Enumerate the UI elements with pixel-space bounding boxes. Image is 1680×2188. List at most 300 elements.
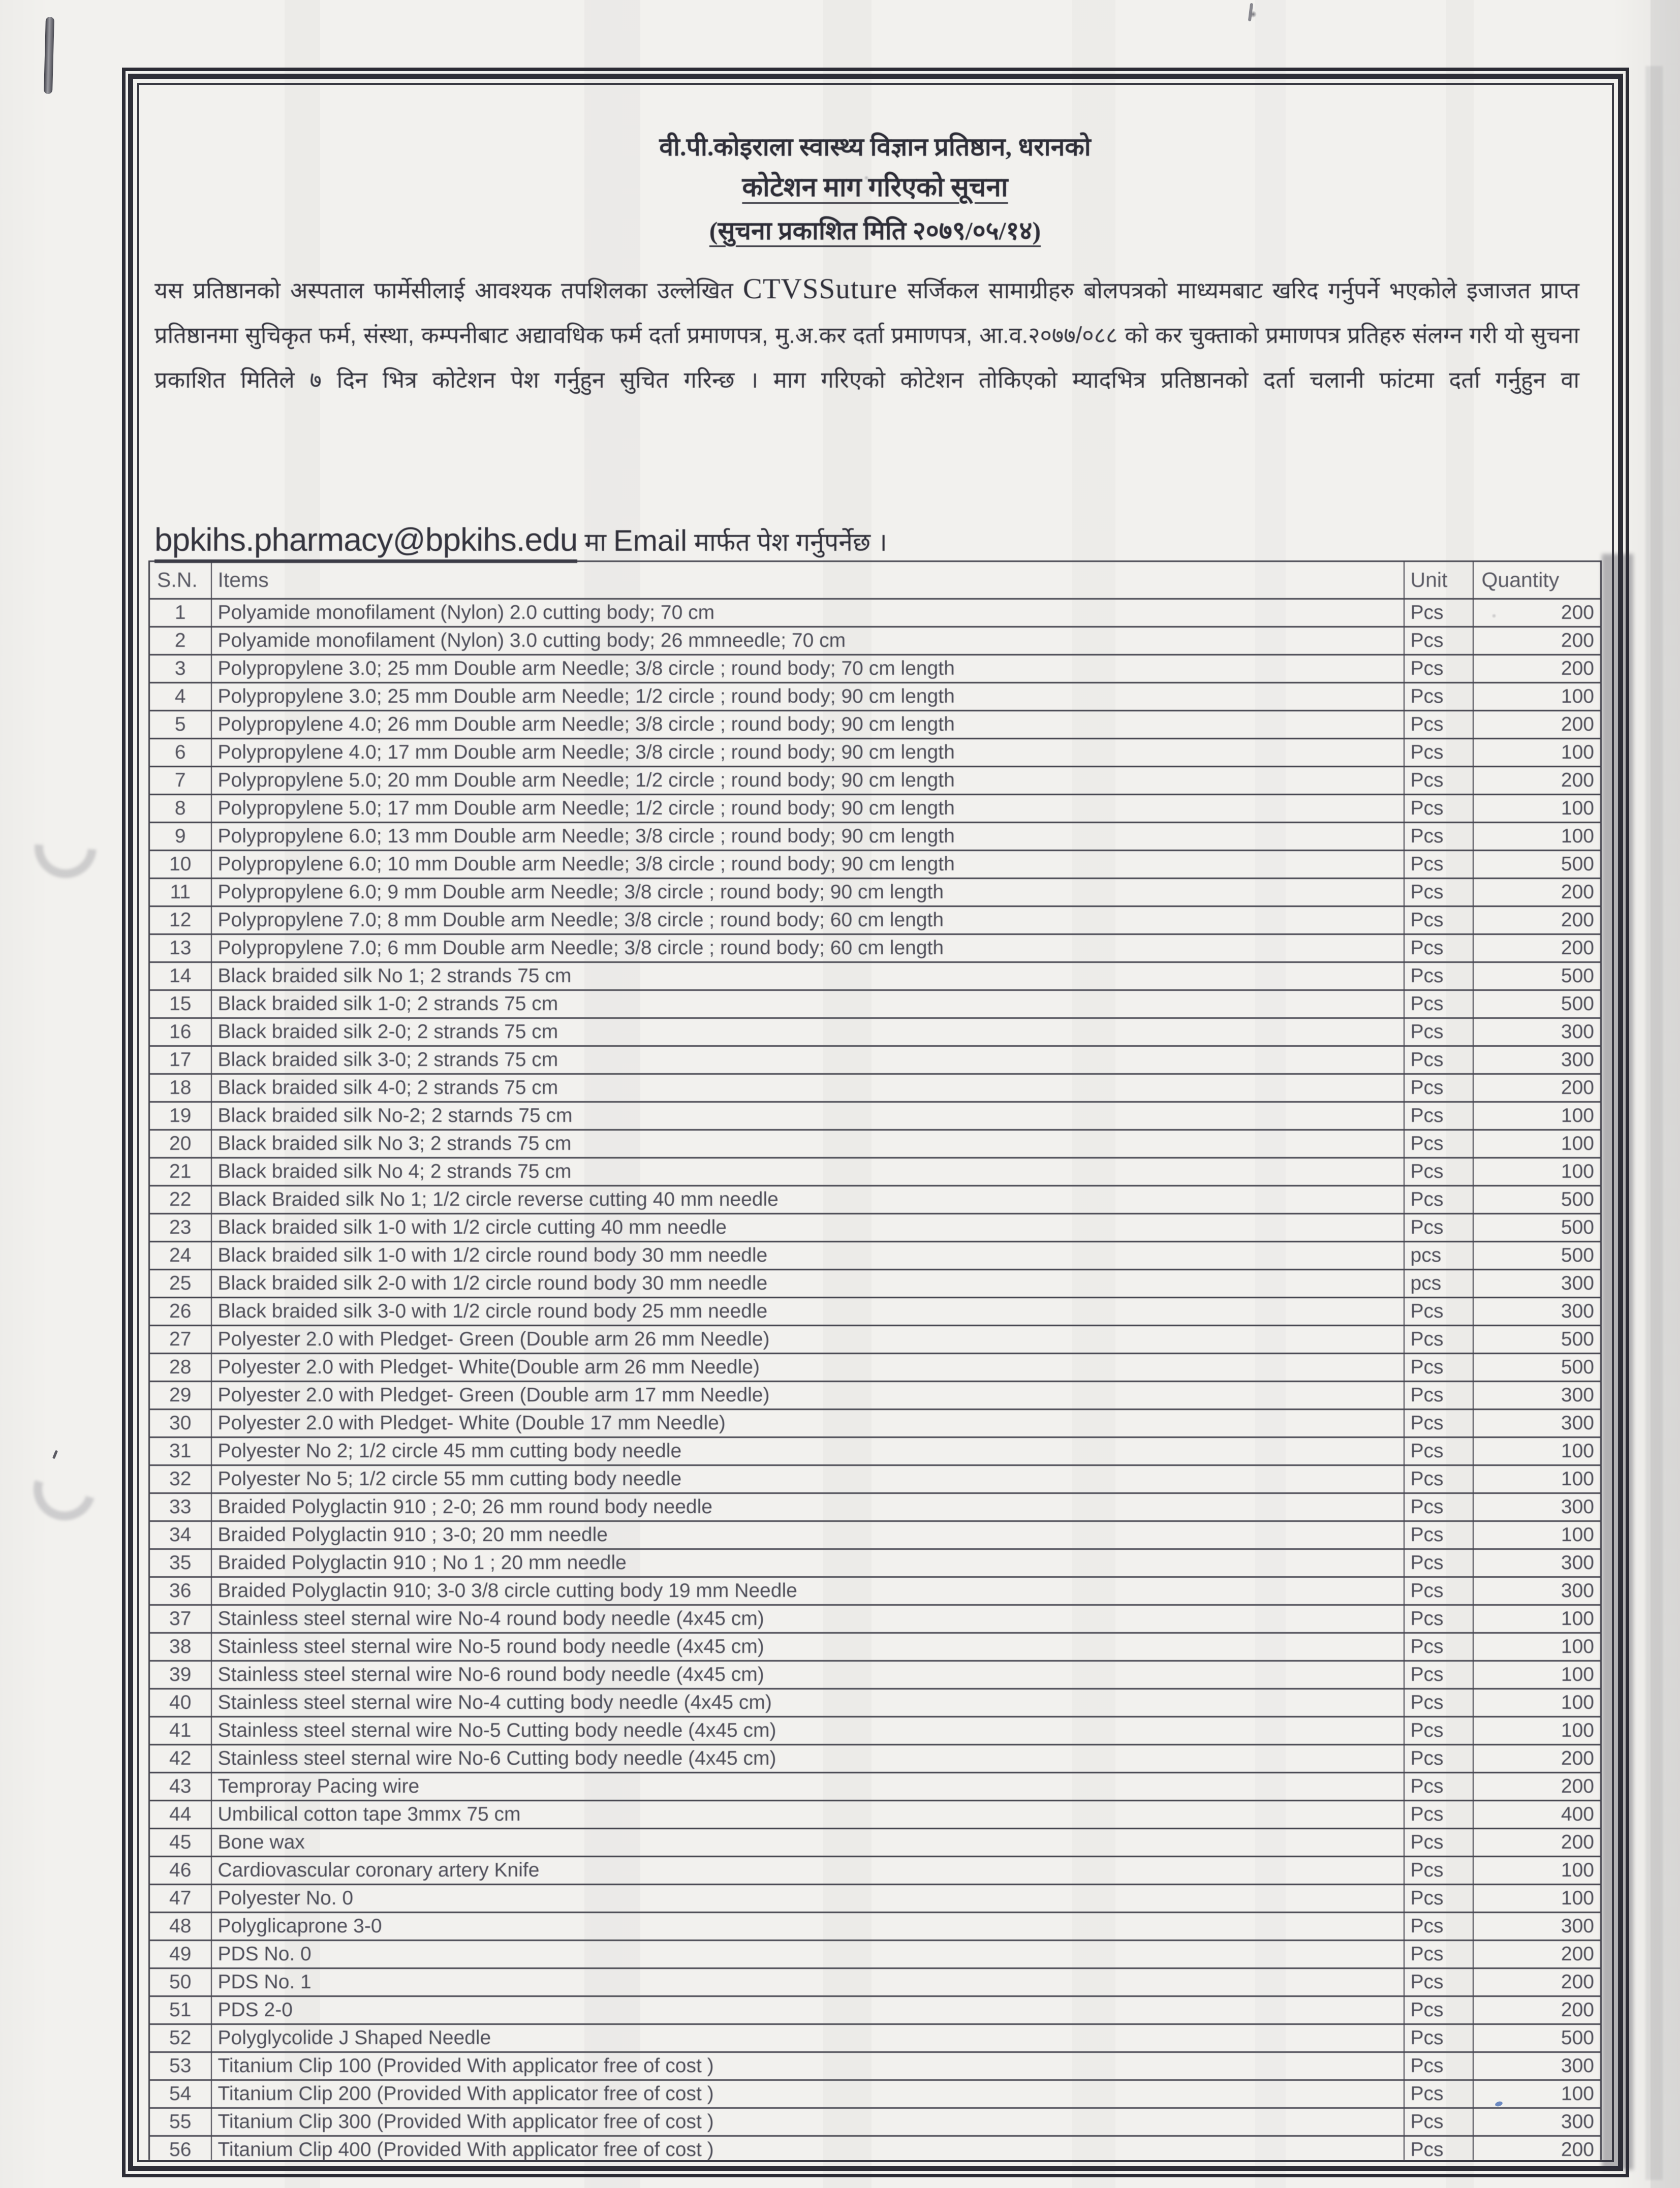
row-item: Polypropylene 7.0; 8 mm Double arm Needle; 3/8 circle ; round body; 60 cm length xyxy=(211,907,1404,934)
row-unit: Pcs xyxy=(1404,1074,1473,1102)
row-quantity: 500 xyxy=(1473,1326,1601,1354)
items-table xyxy=(148,560,1602,2160)
table-row xyxy=(149,2136,1601,2161)
row-unit: Pcs xyxy=(1404,739,1473,767)
punch-hole-mark xyxy=(23,1448,107,1531)
document-content xyxy=(139,85,1612,2160)
row-unit: Pcs xyxy=(1404,1549,1473,1577)
row-unit: Pcs xyxy=(1404,934,1473,962)
row-unit: Pcs xyxy=(1404,1941,1473,1968)
email-submission-line xyxy=(154,521,887,558)
row-sn: 16 xyxy=(149,1018,211,1046)
table-row xyxy=(149,1745,1601,1773)
table-row xyxy=(149,1046,1601,1074)
row-sn: 28 xyxy=(149,1354,211,1382)
row-item: Braided Polyglactin 910 ; 2-0; 26 mm round body needle xyxy=(211,1493,1404,1521)
row-sn: 2 xyxy=(149,627,211,655)
row-item: Stainless steel sternal wire No-4 round body needle (4x45 cm) xyxy=(211,1605,1404,1633)
row-quantity: 100 xyxy=(1473,1605,1601,1633)
email-line-text: मा xyxy=(584,528,607,556)
table-row xyxy=(149,1633,1601,1661)
row-quantity: 500 xyxy=(1473,1354,1601,1382)
row-quantity: 500 xyxy=(1473,2024,1601,2052)
document-border xyxy=(122,68,1629,2177)
row-unit: Pcs xyxy=(1404,1773,1473,1801)
table-row xyxy=(149,1354,1601,1382)
table-row xyxy=(149,1130,1601,1158)
row-unit: Pcs xyxy=(1404,1298,1473,1326)
table-row xyxy=(149,683,1601,711)
row-unit: Pcs xyxy=(1404,2052,1473,2080)
row-unit: Pcs xyxy=(1404,1717,1473,1745)
row-sn: 53 xyxy=(149,2052,211,2080)
row-item: Black braided silk 2-0; 2 strands 75 cm xyxy=(211,1018,1404,1046)
punch-hole-mark xyxy=(22,803,109,891)
row-item: Temproray Pacing wire xyxy=(211,1773,1404,1801)
ctvs-suture-text: CTVSSuture xyxy=(742,273,898,305)
row-sn: 31 xyxy=(149,1437,211,1465)
row-sn: 48 xyxy=(149,1913,211,1941)
row-quantity: 100 xyxy=(1473,1158,1601,1186)
row-sn: 40 xyxy=(149,1689,211,1717)
table-row xyxy=(149,990,1601,1018)
row-item: Black braided silk No 3; 2 strands 75 cm xyxy=(211,1130,1404,1158)
table-row xyxy=(149,711,1601,739)
row-unit: Pcs xyxy=(1404,879,1473,907)
row-unit: pcs xyxy=(1404,1270,1473,1298)
email-address: bpkihs.pharmacy@bpkihs.edu xyxy=(154,521,577,563)
row-quantity: 100 xyxy=(1473,1885,1601,1913)
row-unit: Pcs xyxy=(1404,990,1473,1018)
row-quantity: 300 xyxy=(1473,1018,1601,1046)
email-line-text: मार्फत पेश गर्नुपर्नेछ । xyxy=(694,528,887,556)
row-quantity: 100 xyxy=(1473,739,1601,767)
row-quantity: 300 xyxy=(1473,2052,1601,2080)
row-sn: 42 xyxy=(149,1745,211,1773)
notice-body-paragraph xyxy=(154,267,1579,402)
row-item: Black Braided silk No 1; 1/2 circle reverse cutting 40 mm needle xyxy=(211,1186,1404,1214)
row-quantity: 500 xyxy=(1473,1186,1601,1214)
row-sn: 26 xyxy=(149,1298,211,1326)
row-sn: 41 xyxy=(149,1717,211,1745)
row-unit: Pcs xyxy=(1404,1046,1473,1074)
published-date-line: (सुचना प्रकाशित मिति २०७९/०५/१४) xyxy=(709,216,1041,245)
row-unit: Pcs xyxy=(1404,907,1473,934)
table-row xyxy=(149,1605,1601,1633)
row-unit: Pcs xyxy=(1404,1661,1473,1689)
row-sn: 22 xyxy=(149,1186,211,1214)
row-unit: Pcs xyxy=(1404,1326,1473,1354)
column-header-sn: S.N. xyxy=(149,561,211,599)
row-item: Polyester No. 0 xyxy=(211,1885,1404,1913)
table-row xyxy=(149,1717,1601,1745)
row-quantity: 200 xyxy=(1473,1968,1601,1996)
row-item: Black braided silk 2-0 with 1/2 circle round body 30 mm needle xyxy=(211,1270,1404,1298)
row-quantity: 200 xyxy=(1473,1745,1601,1773)
paragraph-segment: सर्जिकल सामाग्रीहरु बोलपत्रको माध्यमबाट खरिद गर्नुपर्ने भएकोले इजाजत प्राप्त प्रतिष्ठानमा सुचिकृत फर्म, संस्था, कम्पनीबाट अद्यावधिक फर्म दर्ता प्रमाणपत्र, मु.अ.कर दर्ता प्रमाणपत्र, आ.व.२०७७/०८८ को कर चुक्ताको प्रमाणपत्र प्रतिहरु संलग्न गरी यो सुचना प्रकाशित मितिले ७ दिन भित्र कोटेशन पेश गर्नुहुन सुचित गरिन्छ । माग गरिएको कोटेशन तोकिएको म्यादभित्र प्रतिष्ठानको दर्ता चलानी फांटमा दर्ता गर्नुहुन वा xyxy=(154,277,1579,393)
row-item: Cardiovascular coronary artery Knife xyxy=(211,1857,1404,1885)
table-row xyxy=(149,795,1601,823)
row-unit: Pcs xyxy=(1404,1354,1473,1382)
scan-edge-band xyxy=(1645,66,1663,2180)
row-quantity: 500 xyxy=(1473,1242,1601,1270)
row-quantity: 200 xyxy=(1473,655,1601,683)
row-unit: Pcs xyxy=(1404,1018,1473,1046)
row-sn: 51 xyxy=(149,1996,211,2024)
row-unit: Pcs xyxy=(1404,599,1473,627)
row-sn: 20 xyxy=(149,1130,211,1158)
row-item: Black braided silk 4-0; 2 strands 75 cm xyxy=(211,1074,1404,1102)
row-sn: 15 xyxy=(149,990,211,1018)
table-row xyxy=(149,1382,1601,1410)
row-item: Black braided silk 1-0; 2 strands 75 cm xyxy=(211,990,1404,1018)
ink-speck xyxy=(1248,3,1253,21)
table-row xyxy=(149,1577,1601,1605)
row-item: Black braided silk No 4; 2 strands 75 cm xyxy=(211,1158,1404,1186)
row-unit: Pcs xyxy=(1404,711,1473,739)
row-item: Umbilical cotton tape 3mmx 75 cm xyxy=(211,1801,1404,1829)
table-row xyxy=(149,2024,1601,2052)
row-sn: 8 xyxy=(149,795,211,823)
row-item: Braided Polyglactin 910; 3-0 3/8 circle cutting body 19 mm Needle xyxy=(211,1577,1404,1605)
column-header-quantity: Quantity xyxy=(1473,561,1601,599)
row-quantity: 100 xyxy=(1473,1857,1601,1885)
table-row xyxy=(149,1996,1601,2024)
table-row xyxy=(149,1186,1601,1214)
row-sn: 17 xyxy=(149,1046,211,1074)
row-quantity: 300 xyxy=(1473,1913,1601,1941)
row-item: Titanium Clip 100 (Provided With applicator free of cost ) xyxy=(211,2052,1404,2080)
row-quantity: 300 xyxy=(1473,1270,1601,1298)
row-item: Polyester 2.0 with Pledget- White (Double 17 mm Needle) xyxy=(211,1410,1404,1437)
row-sn: 3 xyxy=(149,655,211,683)
row-unit: Pcs xyxy=(1404,1102,1473,1130)
row-unit: Pcs xyxy=(1404,1130,1473,1158)
row-sn: 43 xyxy=(149,1773,211,1801)
row-item: Bone wax xyxy=(211,1829,1404,1857)
row-unit: Pcs xyxy=(1404,1577,1473,1605)
table-row xyxy=(149,1298,1601,1326)
table-row xyxy=(149,1214,1601,1242)
table-row xyxy=(149,1326,1601,1354)
table-row xyxy=(149,962,1601,990)
row-sn: 12 xyxy=(149,907,211,934)
row-quantity: 200 xyxy=(1473,711,1601,739)
row-item: Titanium Clip 200 (Provided With applicator free of cost ) xyxy=(211,2080,1404,2108)
table-row xyxy=(149,1102,1601,1130)
row-item: Polypropylene 3.0; 25 mm Double arm Needle; 1/2 circle ; round body; 90 cm length xyxy=(211,683,1404,711)
row-item: Polypropylene 3.0; 25 mm Double arm Needle; 3/8 circle ; round body; 70 cm length xyxy=(211,655,1404,683)
ink-speck xyxy=(52,1450,58,1459)
table-row xyxy=(149,1885,1601,1913)
row-item: Braided Polyglactin 910 ; No 1 ; 20 mm needle xyxy=(211,1549,1404,1577)
row-item: PDS No. 0 xyxy=(211,1941,1404,1968)
table-row xyxy=(149,599,1601,627)
row-unit: Pcs xyxy=(1404,1801,1473,1829)
row-unit: Pcs xyxy=(1404,767,1473,795)
row-item: Polypropylene 6.0; 13 mm Double arm Needle; 3/8 circle ; round body; 90 cm length xyxy=(211,823,1404,851)
row-sn: 55 xyxy=(149,2108,211,2136)
row-unit: Pcs xyxy=(1404,2080,1473,2108)
row-sn: 47 xyxy=(149,1885,211,1913)
row-quantity: 100 xyxy=(1473,1102,1601,1130)
notice-header xyxy=(148,128,1602,253)
row-item: Stainless steel sternal wire No-6 round body needle (4x45 cm) xyxy=(211,1661,1404,1689)
table-row xyxy=(149,1801,1601,1829)
row-quantity: 300 xyxy=(1473,1577,1601,1605)
row-quantity: 300 xyxy=(1473,1298,1601,1326)
email-word: Email xyxy=(613,524,688,557)
row-item: Polyester No 2; 1/2 circle 45 mm cutting body needle xyxy=(211,1437,1404,1465)
row-quantity: 100 xyxy=(1473,1633,1601,1661)
row-quantity: 400 xyxy=(1473,1801,1601,1829)
row-item: Black braided silk 1-0 with 1/2 circle round body 30 mm needle xyxy=(211,1242,1404,1270)
row-quantity: 100 xyxy=(1473,683,1601,711)
row-item: Titanium Clip 400 (Provided With applicator free of cost ) xyxy=(211,2136,1404,2161)
row-quantity: 100 xyxy=(1473,1521,1601,1549)
row-sn: 37 xyxy=(149,1605,211,1633)
table-row xyxy=(149,1549,1601,1577)
row-sn: 4 xyxy=(149,683,211,711)
row-sn: 7 xyxy=(149,767,211,795)
table-row xyxy=(149,1941,1601,1968)
row-item: Black braided silk No 1; 2 strands 75 cm xyxy=(211,962,1404,990)
table-row xyxy=(149,1465,1601,1493)
table-row xyxy=(149,1158,1601,1186)
row-unit: Pcs xyxy=(1404,2024,1473,2052)
row-quantity: 200 xyxy=(1473,767,1601,795)
table-row xyxy=(149,1829,1601,1857)
row-quantity: 500 xyxy=(1473,962,1601,990)
table-row xyxy=(149,907,1601,934)
column-header-items: Items xyxy=(211,561,1404,599)
table-row xyxy=(149,1689,1601,1717)
row-quantity: 200 xyxy=(1473,2136,1601,2161)
row-quantity: 200 xyxy=(1473,1941,1601,1968)
row-sn: 14 xyxy=(149,962,211,990)
table-row xyxy=(149,1410,1601,1437)
row-quantity: 300 xyxy=(1473,1046,1601,1074)
table-row xyxy=(149,1913,1601,1941)
row-sn: 18 xyxy=(149,1074,211,1102)
row-sn: 13 xyxy=(149,934,211,962)
row-sn: 21 xyxy=(149,1158,211,1186)
row-quantity: 300 xyxy=(1473,2108,1601,2136)
table-row xyxy=(149,879,1601,907)
row-sn: 35 xyxy=(149,1549,211,1577)
row-unit: Pcs xyxy=(1404,1745,1473,1773)
row-sn: 10 xyxy=(149,851,211,879)
row-quantity: 100 xyxy=(1473,1661,1601,1689)
row-quantity: 500 xyxy=(1473,990,1601,1018)
table-row xyxy=(149,1270,1601,1298)
row-item: Polyglicaprone 3-0 xyxy=(211,1913,1404,1941)
table-row xyxy=(149,934,1601,962)
row-quantity: 300 xyxy=(1473,1493,1601,1521)
row-sn: 50 xyxy=(149,1968,211,1996)
row-sn: 6 xyxy=(149,739,211,767)
row-item: Polypropylene 4.0; 17 mm Double arm Needle; 3/8 circle ; round body; 90 cm length xyxy=(211,739,1404,767)
row-quantity: 300 xyxy=(1473,1382,1601,1410)
table-row xyxy=(149,739,1601,767)
row-item: Black braided silk 3-0; 2 strands 75 cm xyxy=(211,1046,1404,1074)
row-sn: 23 xyxy=(149,1214,211,1242)
row-quantity: 200 xyxy=(1473,879,1601,907)
row-item: Polyester 2.0 with Pledget- White(Double arm 26 mm Needle) xyxy=(211,1354,1404,1382)
row-item: Polypropylene 6.0; 10 mm Double arm Needle; 3/8 circle ; round body; 90 cm length xyxy=(211,851,1404,879)
row-item: Stainless steel sternal wire No-6 Cutting body needle (4x45 cm) xyxy=(211,1745,1404,1773)
row-quantity: 200 xyxy=(1473,934,1601,962)
row-unit: Pcs xyxy=(1404,1689,1473,1717)
row-unit: Pcs xyxy=(1404,823,1473,851)
row-sn: 52 xyxy=(149,2024,211,2052)
row-sn: 1 xyxy=(149,599,211,627)
row-item: Black braided silk 3-0 with 1/2 circle round body 25 mm needle xyxy=(211,1298,1404,1326)
row-unit: Pcs xyxy=(1404,1493,1473,1521)
table-row xyxy=(149,1968,1601,1996)
row-unit: Pcs xyxy=(1404,1410,1473,1437)
table-row xyxy=(149,1857,1601,1885)
organization-title: वी.पी.कोइराला स्वास्थ्य विज्ञान प्रतिष्ठान, धरानको xyxy=(659,133,1091,161)
row-unit: Pcs xyxy=(1404,655,1473,683)
table-row xyxy=(149,1018,1601,1046)
table-row xyxy=(149,2052,1601,2080)
table-row xyxy=(149,2080,1601,2108)
table-row xyxy=(149,1521,1601,1549)
items-tbody xyxy=(149,599,1601,2161)
row-item: Polyamide monofilament (Nylon) 2.0 cutting body; 70 cm xyxy=(211,599,1404,627)
row-quantity: 200 xyxy=(1473,1996,1601,2024)
table-row xyxy=(149,2108,1601,2136)
scan-edge-shadow xyxy=(1602,554,1633,2170)
row-unit: Pcs xyxy=(1404,1382,1473,1410)
row-quantity: 100 xyxy=(1473,795,1601,823)
table-row xyxy=(149,851,1601,879)
row-unit: Pcs xyxy=(1404,1913,1473,1941)
row-sn: 45 xyxy=(149,1829,211,1857)
table-row xyxy=(149,1773,1601,1801)
row-item: PDS No. 1 xyxy=(211,1968,1404,1996)
row-sn: 27 xyxy=(149,1326,211,1354)
row-item: Stainless steel sternal wire No-5 round body needle (4x45 cm) xyxy=(211,1633,1404,1661)
row-unit: Pcs xyxy=(1404,1633,1473,1661)
row-item: Polyester No 5; 1/2 circle 55 mm cutting body needle xyxy=(211,1465,1404,1493)
row-quantity: 200 xyxy=(1473,1074,1601,1102)
row-item: Polyester 2.0 with Pledget- Green (Double arm 17 mm Needle) xyxy=(211,1382,1404,1410)
row-unit: Pcs xyxy=(1404,1158,1473,1186)
row-sn: 49 xyxy=(149,1941,211,1968)
row-unit: Pcs xyxy=(1404,627,1473,655)
row-sn: 38 xyxy=(149,1633,211,1661)
row-item: Polypropylene 4.0; 26 mm Double arm Needle; 3/8 circle ; round body; 90 cm length xyxy=(211,711,1404,739)
row-quantity: 100 xyxy=(1473,1689,1601,1717)
row-sn: 56 xyxy=(149,2136,211,2161)
table-row xyxy=(149,1074,1601,1102)
row-sn: 36 xyxy=(149,1577,211,1605)
row-unit: Pcs xyxy=(1404,1437,1473,1465)
row-quantity: 200 xyxy=(1473,627,1601,655)
table-row xyxy=(149,823,1601,851)
row-quantity: 100 xyxy=(1473,1465,1601,1493)
row-unit: Pcs xyxy=(1404,962,1473,990)
column-header-unit: Unit xyxy=(1404,561,1473,599)
row-sn: 29 xyxy=(149,1382,211,1410)
table-row xyxy=(149,1242,1601,1270)
row-unit: Pcs xyxy=(1404,1829,1473,1857)
row-sn: 54 xyxy=(149,2080,211,2108)
row-quantity: 100 xyxy=(1473,1437,1601,1465)
row-quantity: 500 xyxy=(1473,851,1601,879)
row-item: Titanium Clip 300 (Provided With applicator free of cost ) xyxy=(211,2108,1404,2136)
row-item: Stainless steel sternal wire No-4 cutting body needle (4x45 cm) xyxy=(211,1689,1404,1717)
row-quantity: 200 xyxy=(1473,907,1601,934)
table-row xyxy=(149,627,1601,655)
row-unit: Pcs xyxy=(1404,1521,1473,1549)
row-quantity: 300 xyxy=(1473,1410,1601,1437)
table-row xyxy=(149,767,1601,795)
paragraph-segment: यस प्रतिष्ठानको अस्पताल फार्मेसीलाई आवश्यक तपशिलका उल्लेखित xyxy=(154,277,733,303)
row-item: Black braided silk 1-0 with 1/2 circle cutting 40 mm needle xyxy=(211,1214,1404,1242)
row-sn: 11 xyxy=(149,879,211,907)
row-sn: 32 xyxy=(149,1465,211,1493)
row-sn: 33 xyxy=(149,1493,211,1521)
table-row xyxy=(149,1661,1601,1689)
row-item: Polypropylene 5.0; 20 mm Double arm Needle; 1/2 circle ; round body; 90 cm length xyxy=(211,767,1404,795)
row-quantity: 100 xyxy=(1473,2080,1601,2108)
row-quantity: 200 xyxy=(1473,1773,1601,1801)
notice-title: कोटेशन माग गरिएको सूचना xyxy=(742,173,1008,202)
row-unit: pcs xyxy=(1404,1242,1473,1270)
row-quantity: 100 xyxy=(1473,1130,1601,1158)
row-sn: 19 xyxy=(149,1102,211,1130)
row-sn: 9 xyxy=(149,823,211,851)
row-unit: Pcs xyxy=(1404,1968,1473,1996)
row-item: Polypropylene 6.0; 9 mm Double arm Needle; 3/8 circle ; round body; 90 cm length xyxy=(211,879,1404,907)
table-row xyxy=(149,1437,1601,1465)
row-unit: Pcs xyxy=(1404,1885,1473,1913)
row-sn: 34 xyxy=(149,1521,211,1549)
row-unit: Pcs xyxy=(1404,683,1473,711)
row-item: Polypropylene 5.0; 17 mm Double arm Needle; 1/2 circle ; round body; 90 cm length xyxy=(211,795,1404,823)
row-sn: 46 xyxy=(149,1857,211,1885)
row-unit: Pcs xyxy=(1404,2108,1473,2136)
notice-text-region xyxy=(148,128,1602,560)
row-sn: 25 xyxy=(149,1270,211,1298)
row-sn: 30 xyxy=(149,1410,211,1437)
row-sn: 5 xyxy=(149,711,211,739)
row-sn: 24 xyxy=(149,1242,211,1270)
row-unit: Pcs xyxy=(1404,1605,1473,1633)
row-item: Polyamide monofilament (Nylon) 3.0 cutting body; 26 mmneedle; 70 cm xyxy=(211,627,1404,655)
items-table-header xyxy=(149,561,1601,599)
row-unit: Pcs xyxy=(1404,1996,1473,2024)
row-item: Polyester 2.0 with Pledget- Green (Double arm 26 mm Needle) xyxy=(211,1326,1404,1354)
table-row xyxy=(149,655,1601,683)
row-sn: 39 xyxy=(149,1661,211,1689)
row-unit: Pcs xyxy=(1404,1186,1473,1214)
row-unit: Pcs xyxy=(1404,2136,1473,2161)
row-sn: 44 xyxy=(149,1801,211,1829)
row-quantity: 300 xyxy=(1473,1549,1601,1577)
document-border-inner xyxy=(128,74,1623,2171)
document-border-innermost xyxy=(137,83,1614,2162)
row-quantity: 100 xyxy=(1473,823,1601,851)
row-unit: Pcs xyxy=(1404,1857,1473,1885)
row-item: Stainless steel sternal wire No-5 Cutting body needle (4x45 cm) xyxy=(211,1717,1404,1745)
row-item: Braided Polyglactin 910 ; 3-0; 20 mm needle xyxy=(211,1521,1404,1549)
row-unit: Pcs xyxy=(1404,851,1473,879)
row-unit: Pcs xyxy=(1404,795,1473,823)
